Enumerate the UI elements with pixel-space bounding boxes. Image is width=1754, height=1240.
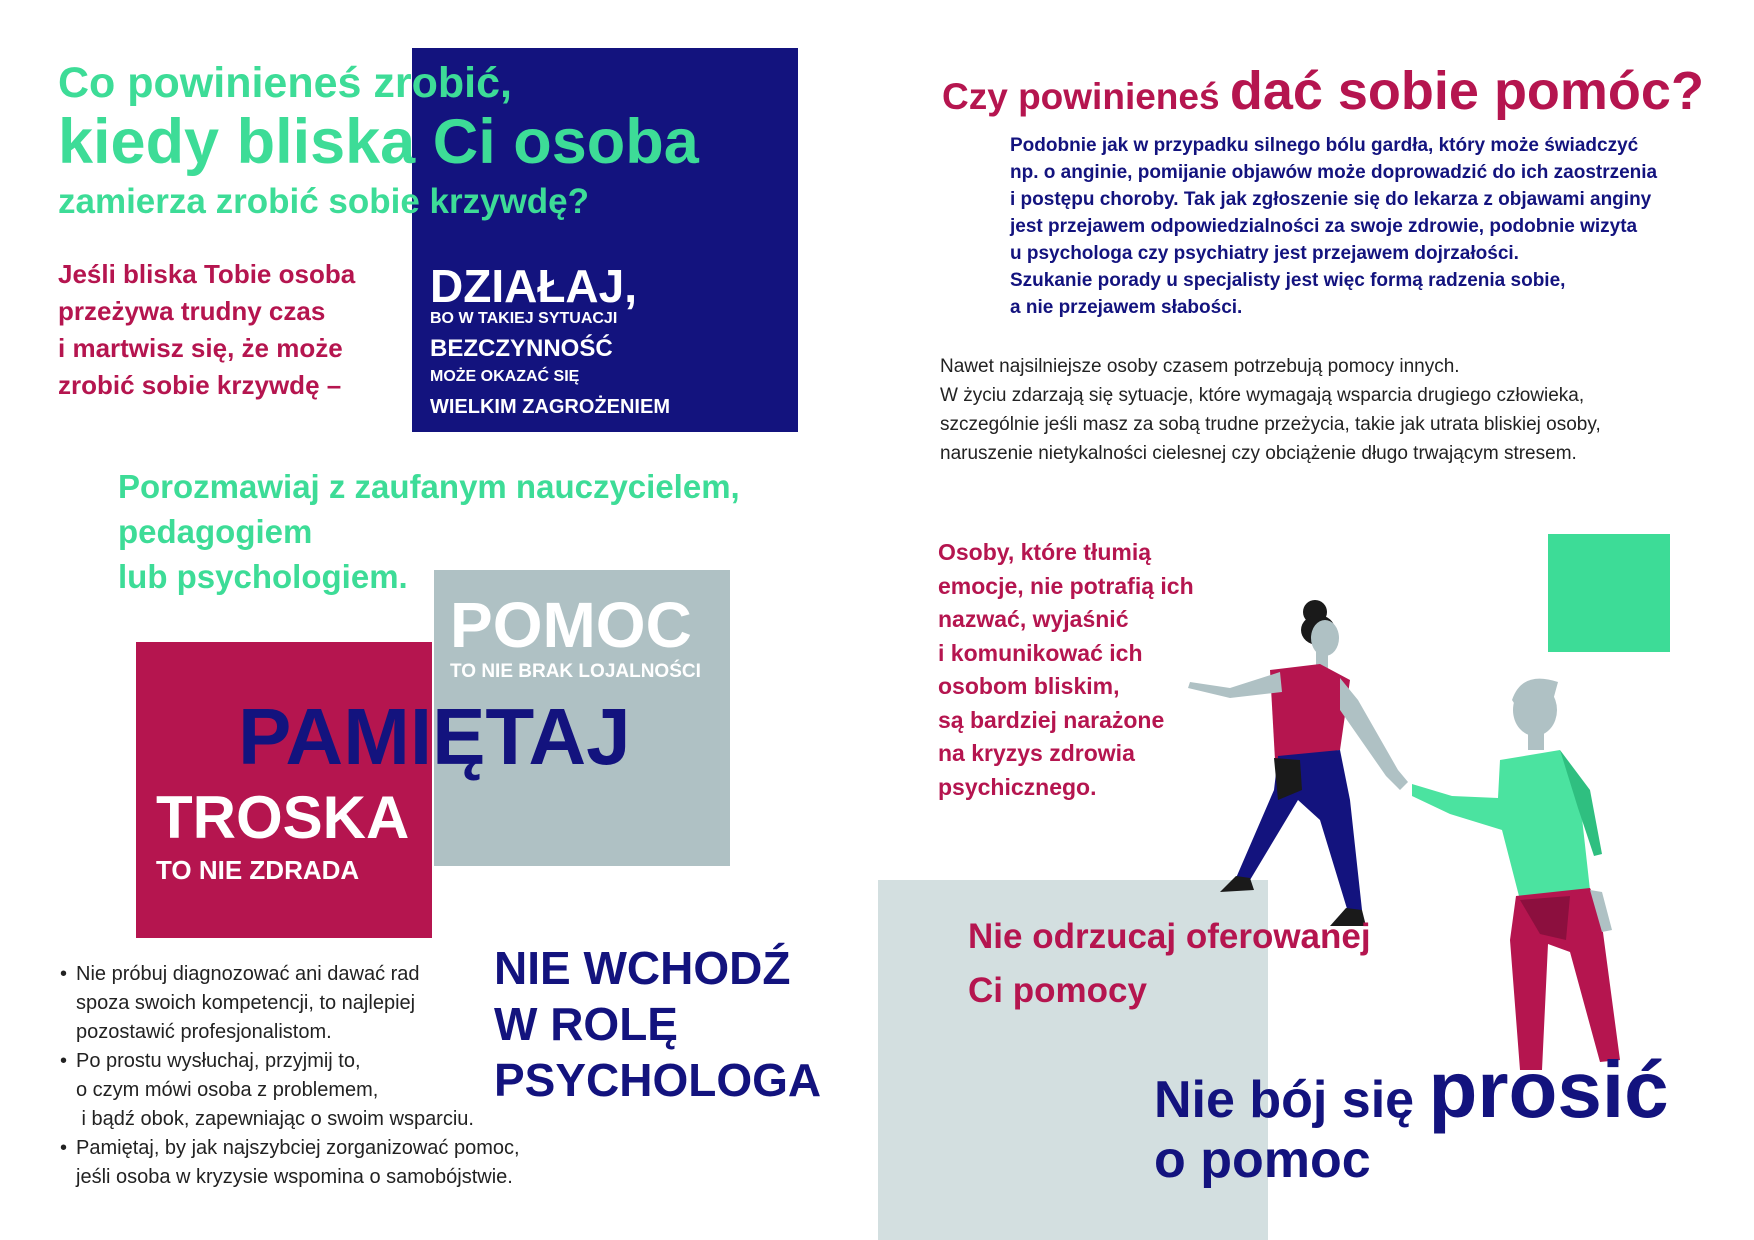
dzialaj-title: DZIAŁAJ, xyxy=(430,260,637,312)
nie-wchodz-line: NIE WCHODŹ xyxy=(494,942,791,994)
porozmawiaj-line: Porozmawiaj z zaufanym nauczycielem, xyxy=(118,468,740,505)
nie-boj-part2: prosić xyxy=(1428,1045,1669,1134)
osoby-line: emocje, nie potrafią ich xyxy=(938,572,1194,599)
paragraph-line: W życiu zdarzają się sytuacje, które wymagają wsparcia drugiego człowieka, xyxy=(940,385,1585,406)
osoby-line: są bardziej narażone xyxy=(938,706,1165,733)
osoby-line: nazwać, wyjaśnić xyxy=(938,606,1129,632)
left-heading-line2: kiedy bliska Ci osoba xyxy=(58,107,699,177)
intro-text xyxy=(58,256,388,404)
bullet-list xyxy=(58,960,538,1192)
list-item xyxy=(58,1134,538,1192)
intro-line: przeżywa trudny czas xyxy=(58,296,326,326)
man-figure xyxy=(1412,679,1620,1070)
nie-odrzucaj-line: Ci pomocy xyxy=(968,971,1147,1010)
osoby-line: osobom bliskim, xyxy=(938,673,1120,699)
bullet-line: Pamiętaj, by jak najszybciej zorganizować pomoc, xyxy=(76,1137,520,1159)
nie-wchodz-line: PSYCHOLOGA xyxy=(494,1054,822,1106)
nie-wchodz-line: W ROLĘ xyxy=(494,998,678,1050)
paragraph-line: Nawet najsilniejsze osoby czasem potrzebują pomocy innych. xyxy=(940,356,1460,377)
paragraph-line: u psychologa czy psychiatry jest przejawem dojrzałości. xyxy=(1010,243,1519,264)
osoby-line: psychicznego. xyxy=(938,773,1097,800)
woman-figure xyxy=(1188,600,1408,926)
o-pomoc-line: o pomoc xyxy=(1154,1131,1371,1189)
intro-line: Jeśli bliska Tobie osoba xyxy=(58,259,356,289)
bullet-line: Nie próbuj diagnozować ani dawać rad xyxy=(76,963,420,985)
paragraph-line: szczególnie jeśli masz za sobą trudne przeżycia, takie jak utrata bliskiej osoby, xyxy=(940,414,1601,435)
paragraph-line: Szukanie porady u specjalisty jest więc formą radzenia sobie, xyxy=(1010,270,1566,291)
porozmawiaj-line: lub psychologiem. xyxy=(118,558,408,595)
navy-paragraph xyxy=(1010,132,1657,321)
right-heading-small: Czy powinieneś xyxy=(942,76,1230,117)
paragraph-line: naruszenie nietykalności cielesnej czy obciążenie długo trwającym stresem. xyxy=(940,443,1577,464)
pamietaj-heading: PAMIĘTAJ xyxy=(238,692,631,781)
bullet-dot: • xyxy=(60,963,68,985)
nie-odrzucaj-text xyxy=(968,910,1371,1018)
intro-line: i martwisz się, że może xyxy=(58,333,343,363)
bullet-line: o czym mówi osoba z problemem, xyxy=(76,1079,379,1101)
osoby-line: Osoby, które tłumią xyxy=(938,539,1152,565)
left-heading-line3: zamierza zrobić sobie krzywdę? xyxy=(58,182,590,221)
pomoc-subtitle: TO NIE BRAK LOJALNOŚCI xyxy=(450,661,701,682)
porozmawiaj-line: pedagogiem xyxy=(118,513,313,550)
paragraph-line: Podobnie jak w przypadku silnego bólu gardła, który może świadczyć xyxy=(1010,135,1639,156)
list-item xyxy=(58,960,538,1047)
osoby-line: i komunikować ich xyxy=(938,639,1143,666)
troska-title: TROSKA xyxy=(156,784,410,851)
paragraph-line: a nie przejawem słabości. xyxy=(1010,297,1243,318)
right-heading-big: dać sobie pomóc? xyxy=(1229,61,1704,121)
bullet-dot: • xyxy=(60,1050,68,1072)
right-heading xyxy=(942,60,1704,122)
troska-subtitle: TO NIE ZDRADA xyxy=(156,855,360,885)
bullet-dot: • xyxy=(60,1137,68,1159)
nie-wchodz-heading xyxy=(494,940,821,1108)
nie-boj-part1: Nie bój się xyxy=(1154,1071,1429,1129)
osoby-line: na kryzys zdrowia xyxy=(938,740,1135,766)
list-item xyxy=(58,1047,538,1134)
dzialaj-line: MOŻE OKAZAĆ SIĘ xyxy=(430,368,580,385)
nie-odrzucaj-line: Nie odrzucaj oferowanej xyxy=(968,917,1371,956)
bullet-line: Po prostu wysłuchaj, przyjmij to, xyxy=(76,1050,361,1072)
dzialaj-line: BEZCZYNNOŚĆ xyxy=(430,335,613,362)
left-heading-line1: Co powinieneś zrobić, xyxy=(58,59,512,107)
bullet-line: jeśli osoba w kryzysie wspomina o samobójstwie. xyxy=(76,1166,513,1188)
plain-paragraph xyxy=(940,352,1601,468)
intro-line: zrobić sobie krzywdę – xyxy=(58,370,342,400)
pomoc-title: POMOC xyxy=(450,589,692,661)
paragraph-line: np. o anginie, pomijanie objawów może doprowadzić do ich zaostrzenia xyxy=(1010,162,1658,183)
paragraph-line: jest przejawem odpowiedzialności za swoje zdrowie, podobnie wizyta xyxy=(1010,216,1638,237)
paragraph-line: i postępu choroby. Tak jak zgłoszenie się do lekarza z objawami anginy xyxy=(1010,189,1652,210)
bullet-line: pozostawić profesjonalistom. xyxy=(76,1021,332,1043)
dzialaj-line: WIELKIM ZAGROŻENIEM xyxy=(430,396,670,418)
bullet-line: spoza swoich kompetencji, to najlepiej xyxy=(76,992,416,1014)
dzialaj-line: BO W TAKIEJ SYTUACJI xyxy=(430,310,618,327)
bullet-line: i bądź obok, zapewniając o swoim wsparciu. xyxy=(76,1108,474,1130)
